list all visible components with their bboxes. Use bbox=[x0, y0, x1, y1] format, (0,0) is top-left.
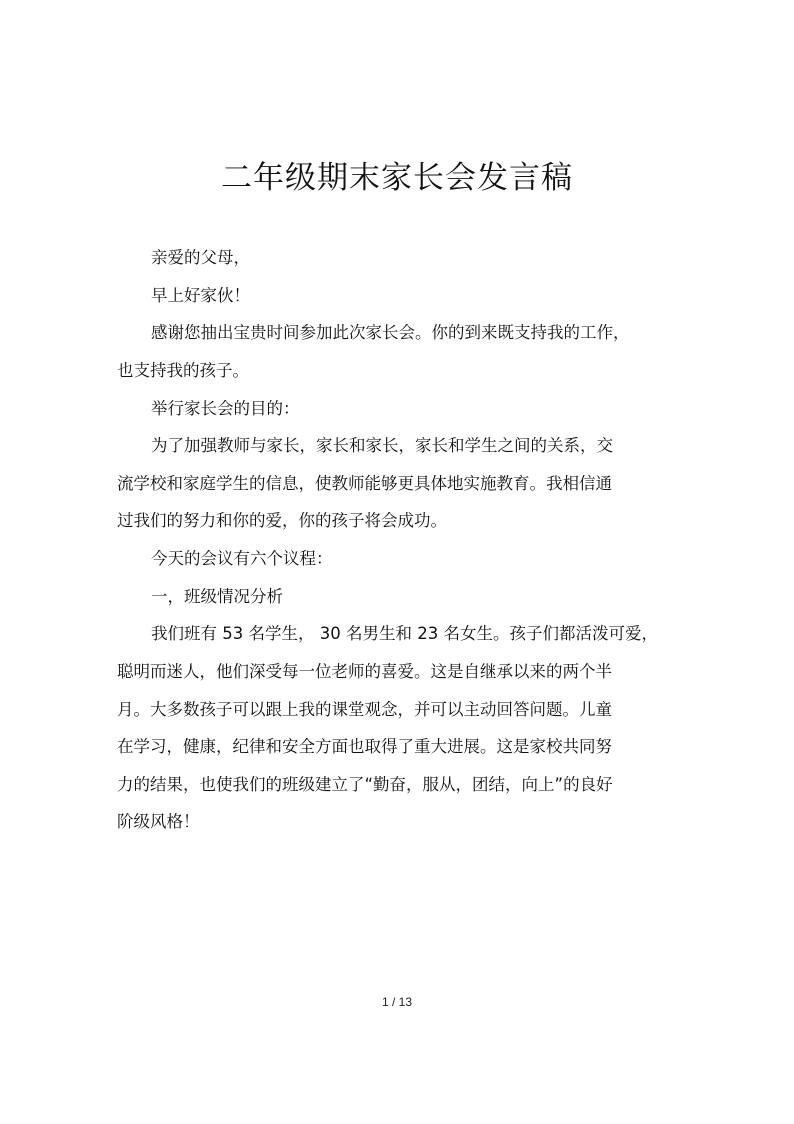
paragraph-line: 早上好家伙！ bbox=[151, 286, 250, 305]
paragraph-line: 一，班级情况分析 bbox=[151, 587, 283, 606]
paragraph-line: 感谢您抽出宝贵时间参加此次家长会。你的到来既支持我的工作， bbox=[151, 323, 630, 342]
paragraph-line: 举行家长会的目的： bbox=[151, 399, 300, 418]
paragraph-line: 力的结果，也使我们的班级建立了“勤奋，服从，团结，向上”的良好 bbox=[117, 775, 613, 794]
paragraph-line: 流学校和家庭学生的信息，使教师能够更具体地实施教育。我相信通 bbox=[117, 474, 612, 493]
page-number: 1 / 13 bbox=[381, 995, 413, 1009]
paragraph-line: 也支持我的孩子。 bbox=[117, 361, 249, 380]
paragraph-line: 阶级风格！ bbox=[117, 812, 200, 831]
paragraph-line: 聪明而迷人，他们深受每一位老师的喜爱。这是自继承以来的两个半 bbox=[117, 662, 612, 681]
paragraph-line: 过我们的努力和你的爱，你的孩子将会成功。 bbox=[117, 511, 447, 530]
paragraph-line: 为了加强教师与家长，家长和家长，家长和学生之间的关系，交 bbox=[151, 436, 613, 455]
paragraph-line: 在学习，健康，纪律和安全方面也取得了重大进展。这是家校共同努 bbox=[117, 737, 612, 756]
paragraph-line: 今天的会议有六个议程： bbox=[151, 549, 333, 568]
paragraph-line: 亲爱的父母， bbox=[151, 248, 250, 267]
document-title: 二年级期末家长会发言稿 bbox=[221, 160, 573, 196]
paragraph-line: 我们班有 53 名学生， 30 名男生和 23 名女生。孩子们都活泼可爱， bbox=[151, 624, 658, 643]
paragraph-line: 月。大多数孩子可以跟上我的课堂观念，并可以主动回答问题。儿童 bbox=[117, 700, 612, 719]
